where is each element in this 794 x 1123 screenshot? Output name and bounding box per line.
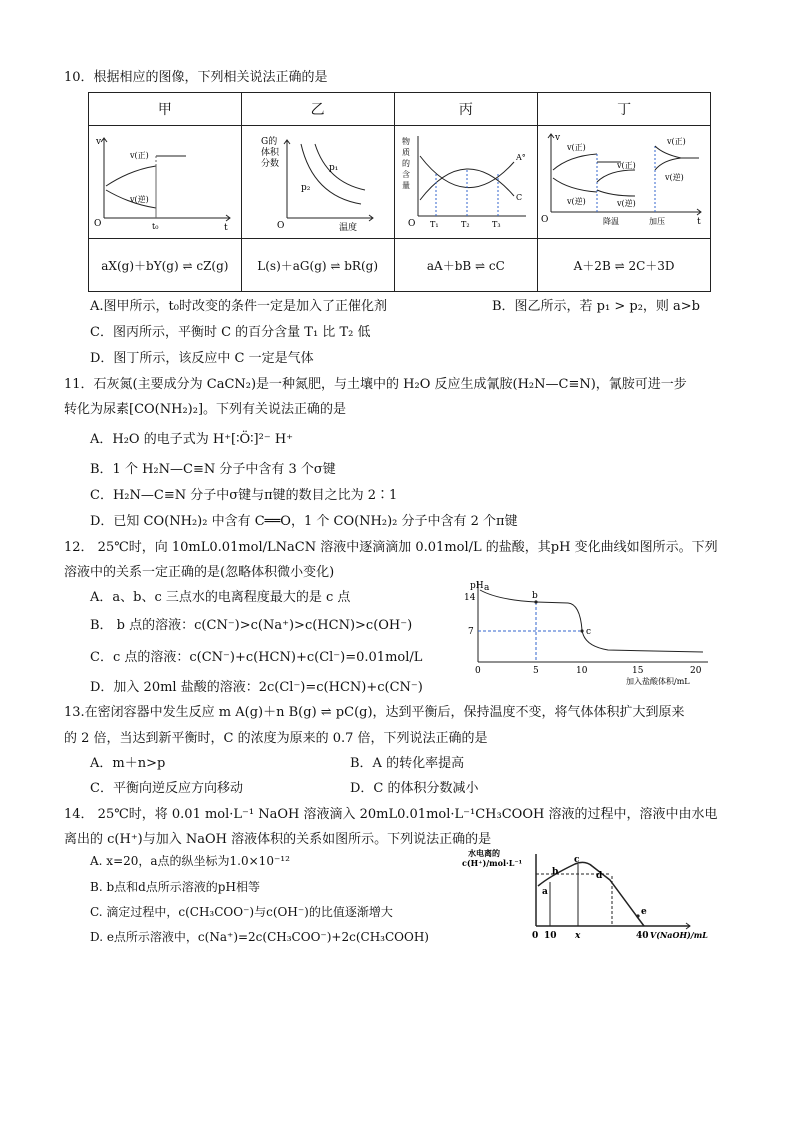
q14-point-e: e [641, 907, 647, 917]
q11-option-b: B．1 个 H₂N—C≡N 分子中含有 3 个σ键 [90, 462, 336, 477]
svg-text:p₂: p₂ [300, 183, 311, 193]
q11-stem-line1: 11．石灰氮(主要成分为 CaCN₂)是一种氮肥，与土壤中的 H₂O 反应生成氰胺(H₂N—C≡N)，氰胺可进一步 [64, 377, 687, 392]
q12-graph-x10: 10 [576, 666, 588, 676]
q12-graph-y7: 7 [468, 627, 474, 637]
q13-option-c: C．平衡向逆反应方向移动 [90, 781, 243, 796]
q12-graph-x15: 15 [632, 666, 644, 676]
svg-text:v(正): v(正) [617, 161, 636, 170]
q12-stem-line1: 12． 25℃时，向 10mL0.01mol/LNaCN 溶液中逐滴滴加 0.01mol/L 的盐酸，其pH 变化曲线如图所示。下列 [64, 540, 718, 555]
q10-figure-table [88, 92, 711, 292]
svg-text:O: O [93, 219, 102, 229]
q14-graph-x10: 10 [544, 931, 557, 941]
svg-text:v(正): v(正) [667, 137, 686, 146]
q14-graph-ylabel2: c(H⁺)/mol·L⁻¹ [462, 858, 523, 868]
figure-yi [241, 126, 394, 239]
q14-point-b: b [552, 867, 559, 877]
svg-text:v(逆): v(逆) [129, 195, 149, 204]
header-ding: 丁 [538, 93, 711, 126]
svg-text:降温: 降温 [603, 217, 620, 226]
q13-stem-line2: 的 2 倍，当达到新平衡时，C 的浓度为原来的 0.7 倍，下列说法正确的是 [64, 731, 488, 746]
q13-option-d: D．C 的体积分数减小 [350, 781, 479, 796]
q11-option-c: C．H₂N—C≡N 分子中σ键与π键的数目之比为 2∶1 [90, 488, 398, 503]
svg-text:v(正): v(正) [567, 143, 586, 152]
q10-stem: 10．根据相应的图像，下列相关说法正确的是 [64, 70, 328, 85]
q14-point-d: d [596, 871, 603, 881]
svg-text:v(逆): v(逆) [617, 199, 636, 208]
figure-bing [394, 126, 538, 239]
svg-text:v(逆): v(逆) [665, 173, 684, 182]
q12-point-b: b [532, 591, 538, 601]
q14-point-a: a [542, 887, 548, 897]
svg-text:分数: 分数 [260, 159, 279, 169]
header-jia: 甲 [89, 93, 242, 126]
q14-stem-line1: 14． 25℃时，将 0.01 mol·L⁻¹ NaOH 溶液滴入 20mL0.01mol·L⁻¹CH₃COOH 溶液的过程中，溶液中由水电 [64, 807, 718, 822]
svg-text:O: O [407, 219, 416, 229]
svg-text:的: 的 [401, 159, 410, 168]
q11-option-d: D．已知 CO(NH₂)₂ 中含有 C══O，1 个 CO(NH₂)₂ 分子中含有 2 个π键 [90, 514, 518, 529]
svg-text:温度: 温度 [338, 223, 357, 233]
q12-ph-graph [458, 578, 720, 688]
q12-graph-x20: 20 [690, 666, 702, 676]
q14-graph-xlabel: V(NaOH)/mL [650, 930, 708, 940]
q12-graph-x0: 0 [475, 666, 481, 676]
header-yi: 乙 [241, 93, 394, 126]
svg-text:质: 质 [401, 148, 410, 157]
q10-option-a: A.图甲所示，t₀时改变的条件一定是加入了正催化剂 [90, 299, 387, 314]
svg-text:物: 物 [401, 137, 410, 146]
svg-text:O: O [276, 221, 285, 231]
svg-text:O: O [541, 215, 549, 225]
q12-graph-xlabel: 加入盐酸体积/mL [626, 677, 690, 686]
q14-graph-ylabel1: 水电离的 [468, 848, 500, 858]
q13-option-b: B．A 的转化率提高 [350, 756, 465, 771]
q14-graph-x40: 40 [636, 931, 649, 941]
svg-text:量: 量 [401, 181, 410, 190]
q12-point-a: a [484, 583, 490, 593]
svg-text:t: t [223, 223, 228, 233]
q10-option-c: C．图丙所示，平衡时 C 的百分含量 T₁ 比 T₂ 低 [90, 325, 371, 340]
q14-graph-x0: 0 [532, 931, 539, 941]
q12-option-b: B． b 点的溶液：c(CN⁻)>c(Na⁺)>c(HCN)>c(OH⁻) [90, 618, 413, 633]
q12-graph-x5: 5 [533, 666, 539, 676]
q14-point-c: c [574, 855, 580, 865]
svg-text:T₃: T₃ [491, 220, 501, 229]
svg-text:v(逆): v(逆) [567, 197, 586, 206]
equation-ding: A＋2B ⇌ 2C＋3D [538, 239, 711, 292]
svg-text:v: v [555, 133, 561, 143]
svg-text:G的: G的 [260, 137, 277, 147]
svg-text:加压: 加压 [649, 217, 666, 226]
equation-jia: aX(g)＋bY(g) ⇌ cZ(g) [89, 239, 242, 292]
svg-text:v(正): v(正) [129, 151, 149, 160]
svg-text:A°: A° [515, 153, 526, 162]
svg-text:p₁: p₁ [328, 163, 339, 173]
q14-water-ionization-graph [460, 846, 720, 942]
q14-option-a: A. x=20，a点的纵坐标为1.0×10⁻¹² [90, 854, 290, 868]
q12-stem-line2: 溶液中的关系一定正确的是(忽略体积微小变化) [64, 565, 335, 580]
q14-option-b: B. b点和d点所示溶液的pH相等 [90, 880, 260, 894]
q12-option-c: C．c 点的溶液：c(CN⁻)+c(HCN)+c(Cl⁻)=0.01mol/L [90, 650, 423, 665]
svg-text:含: 含 [401, 170, 410, 179]
q12-point-c: c [586, 627, 592, 637]
figure-jia [89, 126, 242, 239]
header-bing: 丙 [394, 93, 538, 126]
svg-text:v: v [95, 137, 101, 147]
q12-option-d: D．加入 20ml 盐酸的溶液：2c(Cl⁻)=c(HCN)+c(CN⁻) [90, 680, 423, 695]
q12-option-a: A．a、b、c 三点水的电离程度最大的是 c 点 [90, 590, 351, 605]
svg-text:体积: 体积 [260, 148, 279, 158]
q13-option-a: A．m＋n>p [90, 756, 166, 771]
q13-stem-line1: 13.在密闭容器中发生反应 m A(g)＋n B(g) ⇌ pC(g)，达到平衡后，保持温度不变，将气体体积扩大到原来 [64, 705, 685, 720]
q10-option-d: D．图丁所示，该反应中 C 一定是气体 [90, 351, 314, 366]
svg-text:T₁: T₁ [429, 220, 439, 229]
q14-option-d: D. e点所示溶液中，c(Na⁺)=2c(CH₃COO⁻)+2c(CH₃COOH) [90, 930, 429, 944]
q12-graph-ylabel: pH [470, 581, 484, 591]
svg-text:t: t [697, 217, 701, 227]
q14-stem-line2: 离出的 c(H⁺)与加入 NaOH 溶液体积的关系如图所示。下列说法正确的是 [64, 832, 492, 847]
q14-graph-xx: x [575, 931, 581, 941]
svg-text:T₂: T₂ [460, 220, 470, 229]
q10-option-b: B．图乙所示，若 p₁ > p₂，则 a>b [492, 299, 701, 314]
svg-text:C: C [515, 193, 522, 202]
figure-ding [538, 126, 711, 239]
q12-graph-y14: 14 [464, 593, 476, 603]
equation-yi: L(s)＋aG(g) ⇌ bR(g) [241, 239, 394, 292]
q11-stem-line2: 转化为尿素[CO(NH₂)₂]。下列有关说法正确的是 [64, 402, 347, 417]
q14-option-c: C. 滴定过程中，c(CH₃COO⁻)与c(OH⁻)的比值逐渐增大 [90, 905, 393, 919]
svg-text:t₀: t₀ [151, 222, 159, 231]
equation-bing: aA＋bB ⇌ cC [394, 239, 538, 292]
q11-option-a: A．H₂O 的电子式为 H⁺[∶Ö∶]²⁻ H⁺ [90, 432, 294, 447]
